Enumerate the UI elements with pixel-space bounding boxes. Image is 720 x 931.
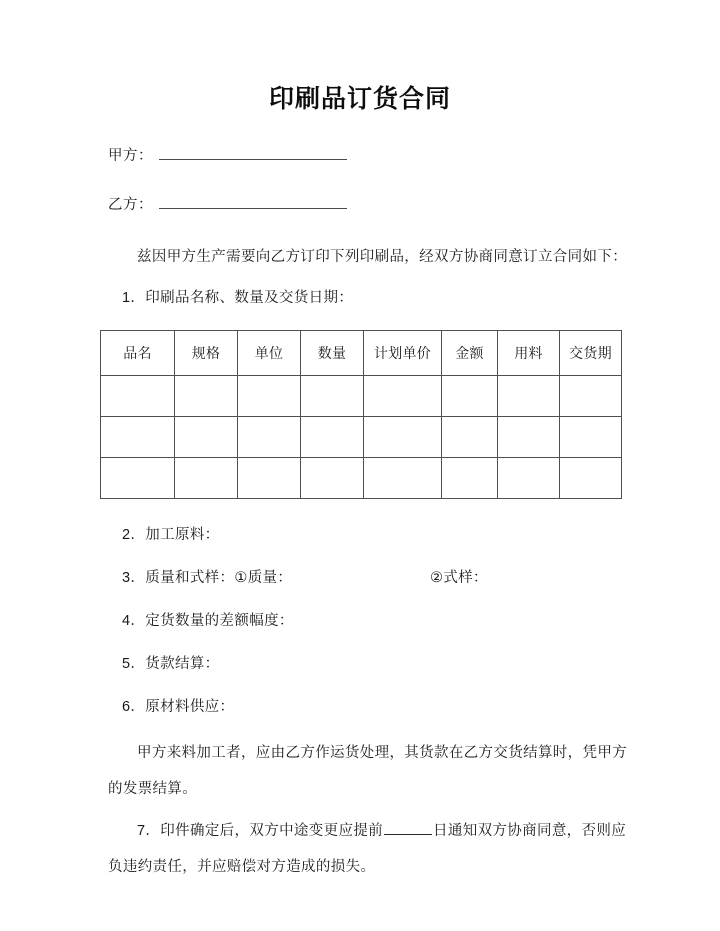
table-cell[interactable] <box>301 417 364 458</box>
table-cell[interactable] <box>238 417 301 458</box>
table-header-guige: 规格 <box>175 331 238 376</box>
party-blank-jiafang[interactable] <box>159 144 347 160</box>
table-header-jihuadanjia: 计划单价 <box>364 331 442 376</box>
clause-3-sub-shiyang: ②式样： <box>430 570 488 586</box>
party-row-second <box>108 193 628 215</box>
party-label-jiafang: 甲方： <box>108 148 153 164</box>
table-row <box>101 376 622 417</box>
table-header-jine: 金额 <box>442 331 498 376</box>
table-cell[interactable] <box>498 376 560 417</box>
party-label-yifang: 乙方： <box>108 197 153 213</box>
table-header-row <box>101 331 622 376</box>
table-cell[interactable] <box>101 458 175 499</box>
clause-3 <box>108 563 630 593</box>
table-cell[interactable] <box>175 376 238 417</box>
table-cell[interactable] <box>301 458 364 499</box>
table-cell[interactable] <box>364 458 442 499</box>
table-cell[interactable] <box>101 376 175 417</box>
table-cell[interactable] <box>560 458 622 499</box>
table-cell[interactable] <box>498 417 560 458</box>
table-cell[interactable] <box>101 417 175 458</box>
intro-paragraph: 兹因甲方生产需要向乙方订印下列印刷品，经双方协商同意订立合同如下： <box>137 249 628 265</box>
clause-5: 5．货款结算： <box>122 656 220 672</box>
paragraph-raw-material: 甲方来料加工者，应由乙方作运货处理，其货款在乙方交货结算时，凭甲方的发票结算。 <box>108 745 628 797</box>
table-cell[interactable] <box>238 376 301 417</box>
table-cell[interactable] <box>364 376 442 417</box>
clause-7-after-blank: 日通知双方协商同意，否则应负违约责任，并应赔偿对方造成的损失。 <box>108 823 627 875</box>
table-header-pinming: 品名 <box>101 331 175 376</box>
party-section <box>0 116 720 313</box>
table-cell[interactable] <box>560 376 622 417</box>
order-table-container <box>0 330 720 499</box>
order-table <box>100 330 622 499</box>
table-row <box>101 458 622 499</box>
clauses-section <box>0 520 720 885</box>
table-cell[interactable] <box>301 376 364 417</box>
table-cell[interactable] <box>175 458 238 499</box>
table-cell[interactable] <box>442 376 498 417</box>
clause-3-text: 3．质量和式样：①质量： <box>122 570 293 586</box>
party-row-first <box>108 144 628 166</box>
table-row <box>101 417 622 458</box>
clause-7-days-blank[interactable] <box>384 821 432 835</box>
table-cell[interactable] <box>442 417 498 458</box>
page-title: 印刷品订货合同 <box>268 85 451 113</box>
table-cell[interactable] <box>175 417 238 458</box>
table-header-yongliao: 用料 <box>498 331 560 376</box>
clause-2: 2．加工原料： <box>122 527 220 543</box>
clause-7-before-blank: 7．印件确定后，双方中途变更应提前 <box>137 823 384 839</box>
table-header-shuliang: 数量 <box>301 331 364 376</box>
table-cell[interactable] <box>498 458 560 499</box>
clause-7 <box>108 813 630 885</box>
table-header-danwei: 单位 <box>238 331 301 376</box>
table-cell[interactable] <box>238 458 301 499</box>
clause-1: 1．印刷品名称、数量及交货日期： <box>122 290 354 306</box>
table-cell[interactable] <box>442 458 498 499</box>
table-cell[interactable] <box>364 417 442 458</box>
party-blank-yifang[interactable] <box>159 193 347 209</box>
table-header-jiaohuoqi: 交货期 <box>560 331 622 376</box>
clause-4: 4．定货数量的差额幅度： <box>122 613 294 629</box>
clause-6: 6．原材料供应： <box>122 699 235 715</box>
table-cell[interactable] <box>560 417 622 458</box>
